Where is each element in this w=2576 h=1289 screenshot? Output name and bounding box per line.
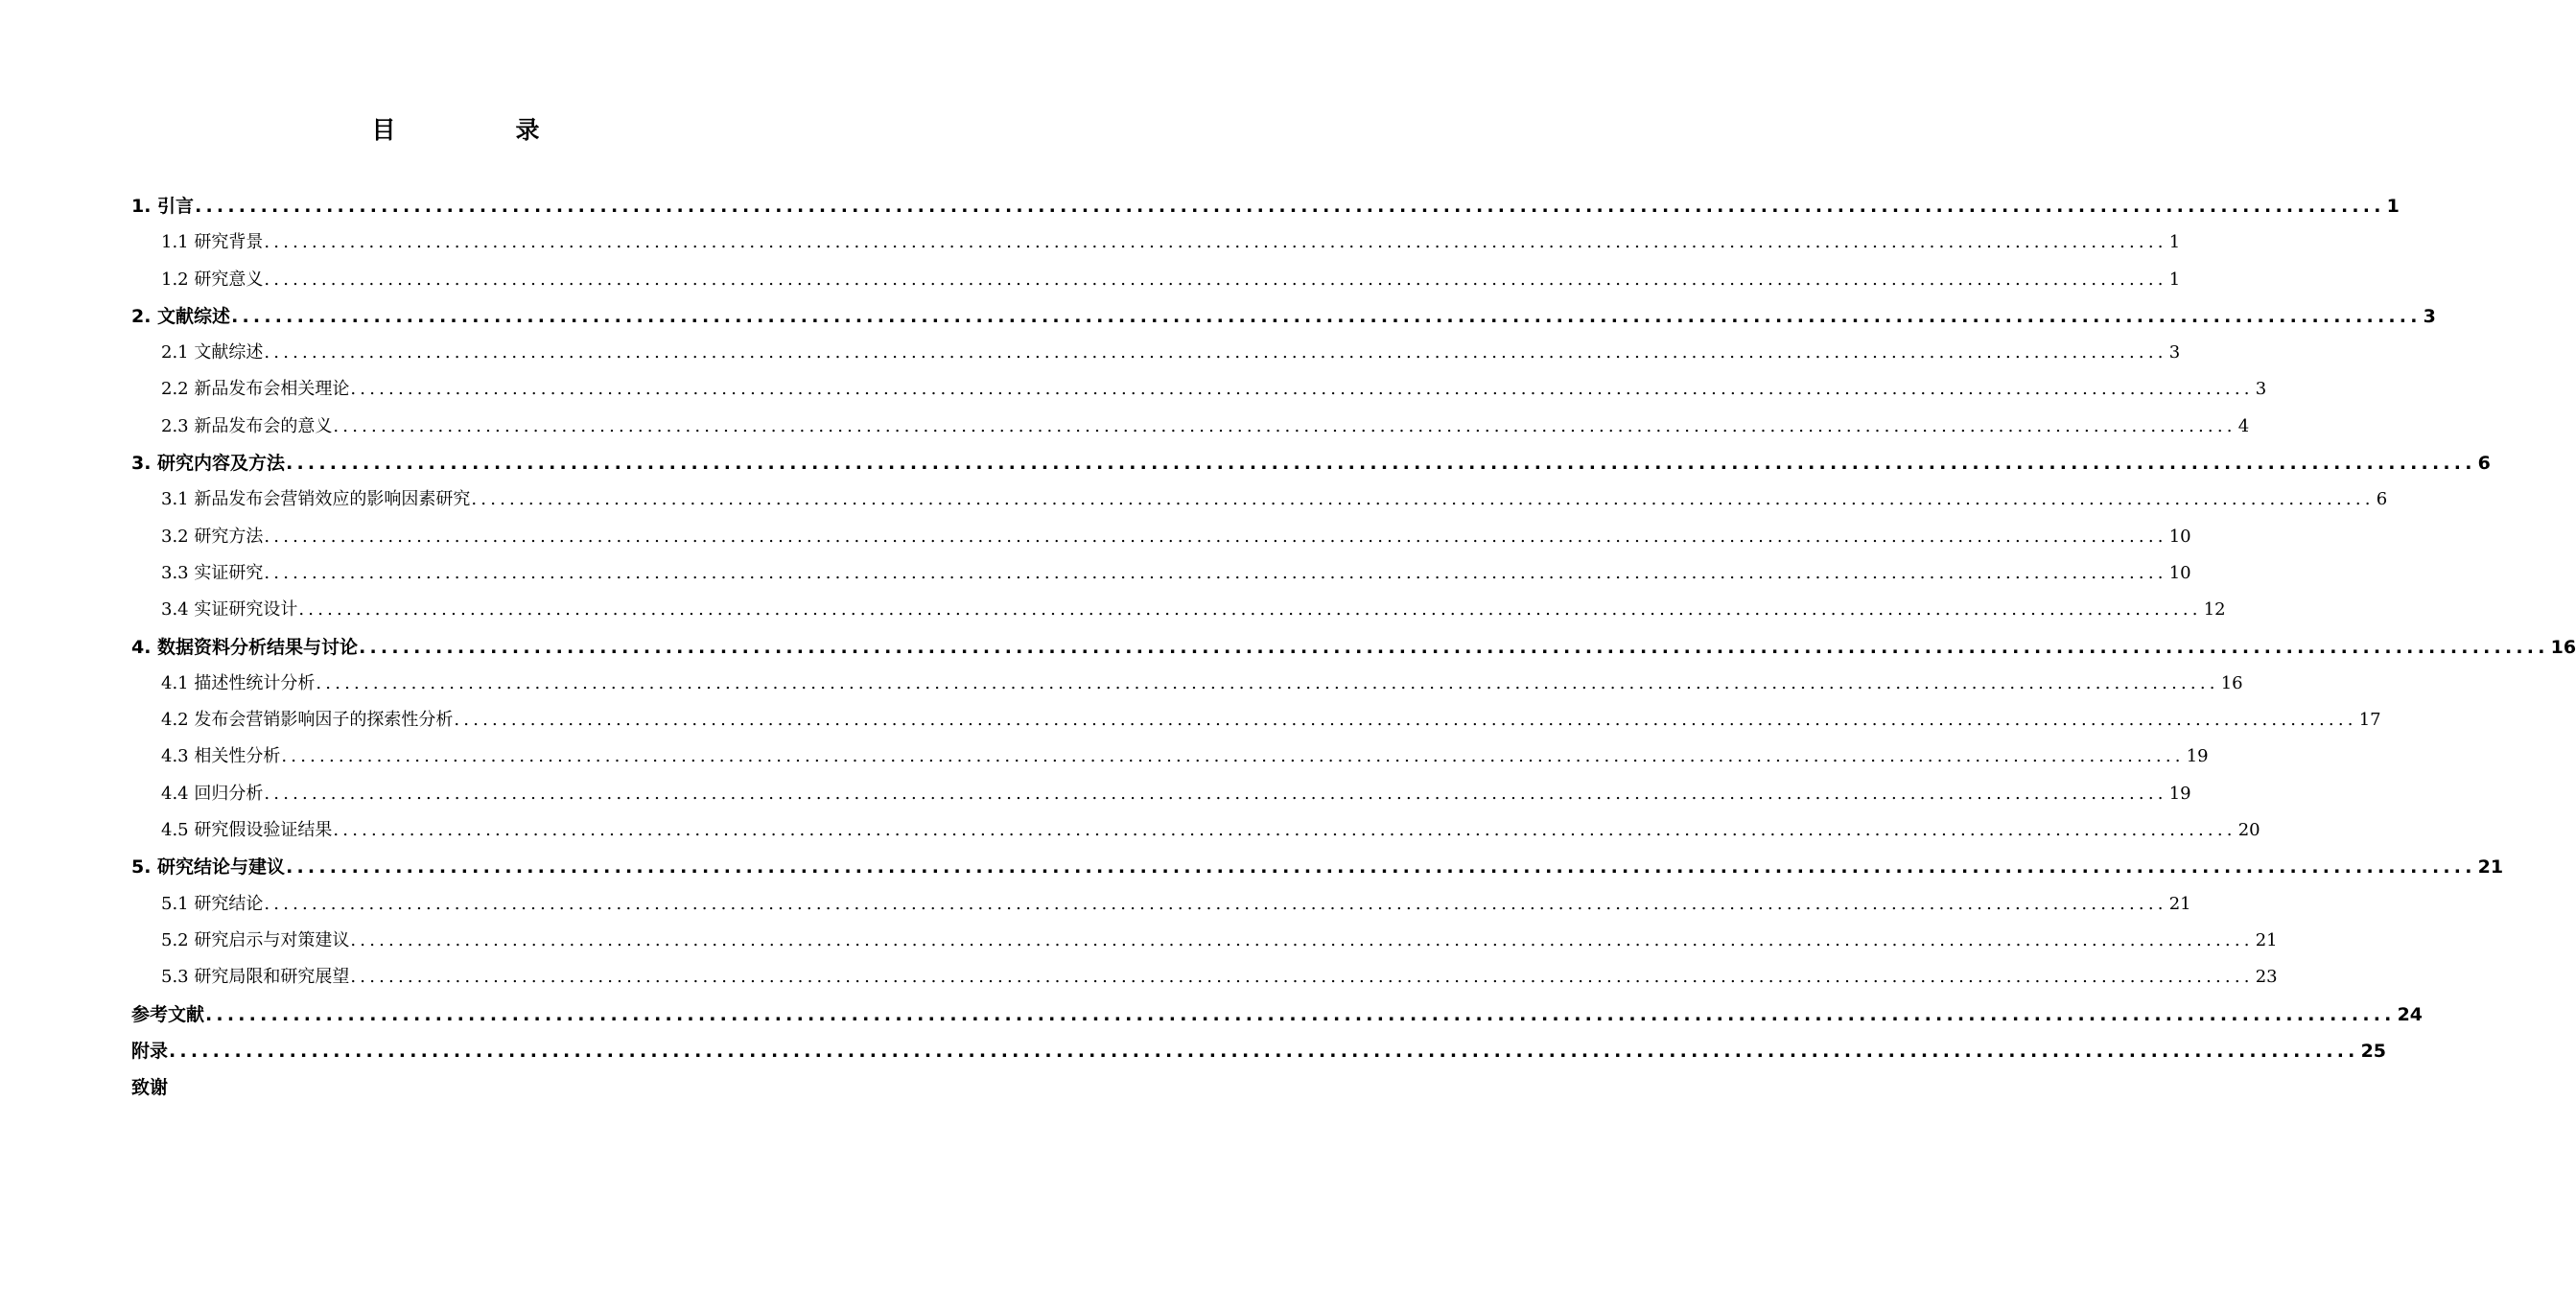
toc-entry-title: 2. 文献综述 bbox=[131, 305, 231, 327]
toc-entry-title: 4.4 回归分析 bbox=[161, 783, 264, 804]
toc-dot-leader: ........................................................................................................................................................................................................ bbox=[316, 672, 2219, 693]
table-of-contents bbox=[131, 188, 2576, 1106]
toc-page-number: 12 bbox=[2203, 599, 2226, 621]
toc-entry-title: 致谢 bbox=[131, 1077, 169, 1099]
toc-section-entry[interactable] bbox=[131, 776, 2191, 812]
toc-section-entry[interactable] bbox=[131, 371, 2267, 408]
toc-section-entry[interactable] bbox=[131, 959, 2278, 996]
toc-section-entry[interactable] bbox=[131, 592, 2226, 628]
toc-dot-leader: ........................................................................................................................................................................................................ bbox=[454, 710, 2357, 731]
toc-page-number: 10 bbox=[2168, 562, 2191, 583]
toc-dot-leader: ........................................................................................................................................................................................................ bbox=[350, 379, 2254, 400]
toc-page-number: 16 bbox=[2220, 672, 2243, 693]
toc-section-entry[interactable] bbox=[131, 519, 2191, 555]
toc-dot-leader: ........................................................................................................................................................................................................ bbox=[264, 526, 2167, 547]
toc-entry-title: 3.2 研究方法 bbox=[161, 526, 264, 547]
toc-entry-title: 5.1 研究结论 bbox=[161, 893, 264, 914]
toc-dot-leader: ........................................................................................................................................................................................................ bbox=[333, 415, 2236, 436]
toc-page-number: 1 bbox=[2168, 232, 2181, 253]
toc-section-entry[interactable] bbox=[131, 224, 2181, 261]
toc-entry-title: 附录 bbox=[131, 1040, 169, 1062]
toc-page-number: 24 bbox=[2397, 1003, 2424, 1025]
toc-page-number: 20 bbox=[2237, 820, 2260, 841]
toc-dot-leader: ........................................................................................................................................................................................................ bbox=[333, 820, 2236, 841]
toc-page-number: 6 bbox=[2376, 489, 2388, 510]
toc-section-entry[interactable] bbox=[131, 555, 2191, 592]
toc-entry-title: 2.3 新品发布会的意义 bbox=[161, 415, 333, 436]
toc-dot-leader: ........................................................................................................................................................................................................ bbox=[169, 1040, 2359, 1062]
toc-dot-leader: ........................................................................................................................................................................................................ bbox=[264, 269, 2167, 290]
toc-entry-title: 1.1 研究背景 bbox=[161, 232, 264, 253]
toc-entry-title: 3.4 实证研究设计 bbox=[161, 599, 298, 621]
toc-dot-leader: ........................................................................................................................................................................................................ bbox=[350, 967, 2254, 988]
toc-page-number: 21 bbox=[2168, 893, 2191, 914]
toc-entry-title: 4. 数据资料分析结果与讨论 bbox=[131, 636, 359, 658]
toc-entry-title: 4.2 发布会营销影响因子的探索性分析 bbox=[161, 710, 454, 731]
toc-chapter-entry[interactable] bbox=[131, 445, 2491, 481]
toc-entry-title: 5.3 研究局限和研究展望 bbox=[161, 967, 350, 988]
toc-chapter-entry[interactable] bbox=[131, 996, 2424, 1033]
toc-dot-leader: ........................................................................................................................................................................................................ bbox=[264, 562, 2167, 583]
toc-dot-leader: ........................................................................................................................................................................................................ bbox=[286, 453, 2476, 475]
toc-section-entry[interactable] bbox=[131, 923, 2278, 959]
toc-page-number: 3 bbox=[2168, 342, 2181, 363]
toc-section-entry[interactable] bbox=[131, 262, 2181, 298]
toc-page-number: 19 bbox=[2186, 746, 2209, 767]
toc-entry-title: 3.3 实证研究 bbox=[161, 562, 264, 583]
toc-entry-title: 2.2 新品发布会相关理论 bbox=[161, 379, 350, 400]
toc-page-number: 21 bbox=[2477, 856, 2504, 879]
page-title: 目 录 bbox=[371, 116, 588, 144]
toc-page-number: 4 bbox=[2237, 415, 2250, 436]
toc-page-number: 23 bbox=[2255, 967, 2278, 988]
toc-entry-title: 1.2 研究意义 bbox=[161, 269, 264, 290]
toc-entry-title: 5. 研究结论与建议 bbox=[131, 856, 286, 879]
toc-dot-leader: ........................................................................................................................................................................................................ bbox=[298, 599, 2202, 621]
toc-entry-title: 3. 研究内容及方法 bbox=[131, 453, 286, 475]
toc-dot-leader: ........................................................................................................................................................................................................ bbox=[231, 305, 2422, 327]
toc-chapter-entry[interactable] bbox=[131, 1033, 2387, 1069]
toc-dot-leader: ........................................................................................................................................................................................................ bbox=[264, 342, 2167, 363]
toc-page-number: 10 bbox=[2168, 526, 2191, 547]
toc-entry-title: 参考文献 bbox=[131, 1003, 205, 1025]
toc-chapter-entry[interactable] bbox=[131, 188, 2400, 224]
toc-page-number: 16 bbox=[2550, 636, 2576, 658]
toc-section-entry[interactable] bbox=[131, 481, 2388, 518]
toc-section-entry[interactable] bbox=[131, 409, 2250, 445]
toc-section-entry[interactable] bbox=[131, 886, 2191, 923]
toc-page-number: 25 bbox=[2360, 1040, 2387, 1062]
toc-page-number: 3 bbox=[2255, 379, 2267, 400]
toc-dot-leader: ........................................................................................................................................................................................................ bbox=[264, 893, 2167, 914]
toc-entry-title: 5.2 研究启示与对策建议 bbox=[161, 929, 350, 950]
toc-page-number: 19 bbox=[2168, 783, 2191, 804]
toc-chapter-entry[interactable] bbox=[131, 298, 2436, 335]
toc-dot-leader: ........................................................................................................................................................................................................ bbox=[350, 929, 2254, 950]
toc-dot-leader: ........................................................................................................................................................................................................ bbox=[205, 1003, 2396, 1025]
toc-page-number: 3 bbox=[2423, 305, 2436, 327]
toc-section-entry[interactable] bbox=[131, 666, 2243, 702]
toc-dot-leader: ........................................................................................................................................................................................................ bbox=[286, 856, 2476, 879]
toc-section-entry[interactable] bbox=[131, 738, 2209, 775]
toc-section-entry[interactable] bbox=[131, 335, 2181, 371]
toc-chapter-entry[interactable] bbox=[131, 629, 2576, 666]
toc-dot-leader: ........................................................................................................................................................................................................ bbox=[264, 232, 2167, 253]
toc-page-number: 17 bbox=[2358, 710, 2381, 731]
toc-dot-leader: ........................................................................................................................................................................................................ bbox=[281, 746, 2185, 767]
toc-section-entry[interactable] bbox=[131, 812, 2260, 849]
toc-dot-leader: ........................................................................................................................................................................................................ bbox=[471, 489, 2375, 510]
toc-entry-title: 3.1 新品发布会营销效应的影响因素研究 bbox=[161, 489, 471, 510]
toc-dot-leader: ........................................................................................................................................................................................................ bbox=[359, 636, 2549, 658]
toc-entry-title: 4.3 相关性分析 bbox=[161, 746, 281, 767]
toc-entry-title: 1. 引言 bbox=[131, 196, 195, 217]
toc-entry-title: 4.1 描述性统计分析 bbox=[161, 672, 316, 693]
toc-page-number: 21 bbox=[2255, 929, 2278, 950]
toc-page-number: 6 bbox=[2477, 453, 2491, 475]
toc-page-number: 1 bbox=[2168, 269, 2181, 290]
toc-chapter-entry[interactable] bbox=[131, 849, 2504, 885]
toc-entry-title: 4.5 研究假设验证结果 bbox=[161, 820, 333, 841]
toc-page-number: 1 bbox=[2386, 196, 2400, 217]
toc-section-entry[interactable] bbox=[131, 702, 2381, 738]
toc-chapter-entry[interactable] bbox=[131, 1069, 816, 1106]
toc-entry-title: 2.1 文献综述 bbox=[161, 342, 264, 363]
toc-dot-leader: ........................................................................................................................................................................................................ bbox=[264, 783, 2167, 804]
toc-dot-leader: ........................................................................................................................................................................................................ bbox=[195, 196, 2385, 217]
